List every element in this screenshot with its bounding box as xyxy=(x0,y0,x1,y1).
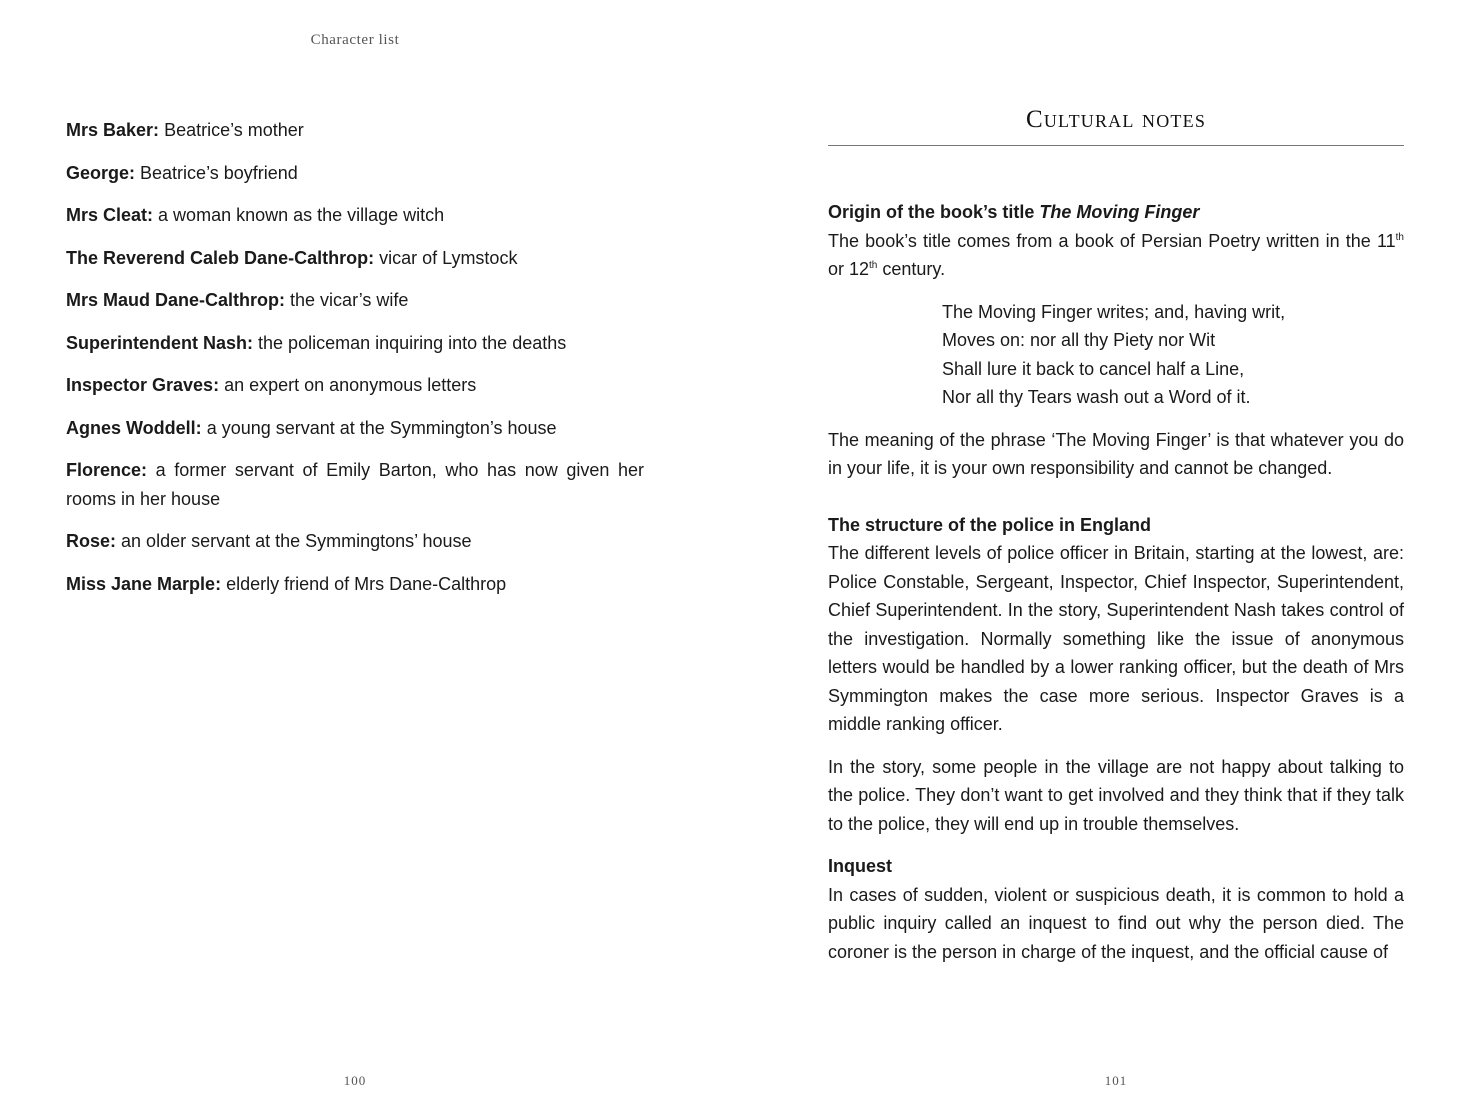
character-entry xyxy=(66,329,644,358)
inquest-heading: Inquest xyxy=(828,856,893,876)
character-description: an older servant at the Symmingtons’ house xyxy=(121,531,472,551)
poem-line: Nor all thy Tears wash out a Word of it. xyxy=(942,387,1251,407)
character-entry xyxy=(66,286,644,315)
poem-line: Shall lure it back to cancel half a Line, xyxy=(942,358,1245,379)
police-paragraph: In the story, some people in the village are not happy about talking to the police. They don’t want to get involved and they think that if they talk to the police, they will end up in trouble themselves. xyxy=(828,756,1404,834)
notes-body xyxy=(828,198,1404,966)
character-name: Miss Jane Marple: xyxy=(66,573,222,594)
poem-quote xyxy=(942,298,1404,412)
character-description: vicar of Lymstock xyxy=(379,247,518,268)
character-name: Inspector Graves: xyxy=(66,375,220,395)
ordinal-suffix: th xyxy=(869,260,878,271)
character-list xyxy=(66,116,644,612)
origin-text-c: century. xyxy=(877,259,946,279)
character-name: Florence: xyxy=(66,460,148,480)
character-name: Mrs Cleat: xyxy=(66,205,154,225)
character-description: a young servant at the Symmington’s house xyxy=(206,417,557,438)
police-heading: The structure of the police in England xyxy=(828,514,1152,535)
character-entry xyxy=(66,116,644,145)
right-page xyxy=(735,0,1470,1114)
ordinal-suffix: th xyxy=(1395,231,1404,243)
character-name: Mrs Baker: xyxy=(66,120,160,140)
character-entry xyxy=(66,244,644,273)
character-entry xyxy=(66,414,644,443)
character-entry xyxy=(66,159,644,188)
character-name: The Reverend Caleb Dane-Calthrop: xyxy=(66,247,375,268)
character-entry xyxy=(66,371,644,400)
origin-heading-prefix: Origin of the book’s title xyxy=(828,202,1035,222)
character-description: the policeman inquiring into the deaths xyxy=(258,332,567,353)
character-description: Beatrice’s mother xyxy=(164,120,304,140)
character-description: a former servant of Emily Barton, who has now given her rooms in her house xyxy=(66,460,644,509)
poem-line: The Moving Finger writes; and, having writ, xyxy=(942,301,1286,322)
section-title: Cultural notes xyxy=(1025,106,1207,133)
character-description: Beatrice’s boyfriend xyxy=(140,162,298,183)
character-name: Rose: xyxy=(66,531,117,551)
title-rule xyxy=(828,145,1404,146)
character-description: an expert on anonymous letters xyxy=(224,375,477,395)
origin-heading xyxy=(828,198,1404,227)
origin-text-a: The book’s title comes from a book of Persian Poetry written in the 11 xyxy=(828,230,1396,251)
book-title: The Moving Finger xyxy=(1039,202,1200,222)
poem-line: Moves on: nor all thy Piety nor Wit xyxy=(942,330,1216,350)
inquest-paragraph: In cases of sudden, violent or suspicious death, it is common to hold a public inquiry called an inquest to find out why the person died. The coroner is the person in charge of the inquest, and the official cause of xyxy=(828,884,1404,962)
character-name: Superintendent Nash: xyxy=(66,332,254,353)
character-description: a woman known as the village witch xyxy=(158,205,445,225)
character-description: the vicar’s wife xyxy=(290,290,409,310)
character-entry xyxy=(66,201,644,230)
page-number: 100 xyxy=(343,1073,367,1088)
meaning-paragraph: The meaning of the phrase ‘The Moving Finger’ is that whatever you do in your life, it is your own responsibility and cannot be changed. xyxy=(828,429,1404,478)
character-name: George: xyxy=(66,162,136,183)
origin-text xyxy=(828,227,1404,284)
character-entry xyxy=(66,527,644,556)
police-paragraph: The different levels of police officer in Britain, starting at the lowest, are: Police Constable, Sergeant, Inspector, Chief Inspector, Superintendent, Chief Superintendent. In the story, Superintendent Nash takes control of the investigation. Normally something like the issue of anonymous letters would be handled by a lower ranking officer, but the death of Mrs Symmington makes the case more serious. Inspector Graves is a middle ranking officer. xyxy=(828,543,1404,734)
character-name: Agnes Woddell: xyxy=(66,417,202,438)
page-number: 101 xyxy=(1104,1073,1128,1088)
origin-text-b: or 12 xyxy=(828,259,870,279)
running-head: Character list xyxy=(310,32,400,48)
character-entry xyxy=(66,570,644,599)
character-name: Mrs Maud Dane-Calthrop: xyxy=(66,290,286,310)
character-description: elderly friend of Mrs Dane-Calthrop xyxy=(226,573,507,594)
character-entry xyxy=(66,456,644,513)
